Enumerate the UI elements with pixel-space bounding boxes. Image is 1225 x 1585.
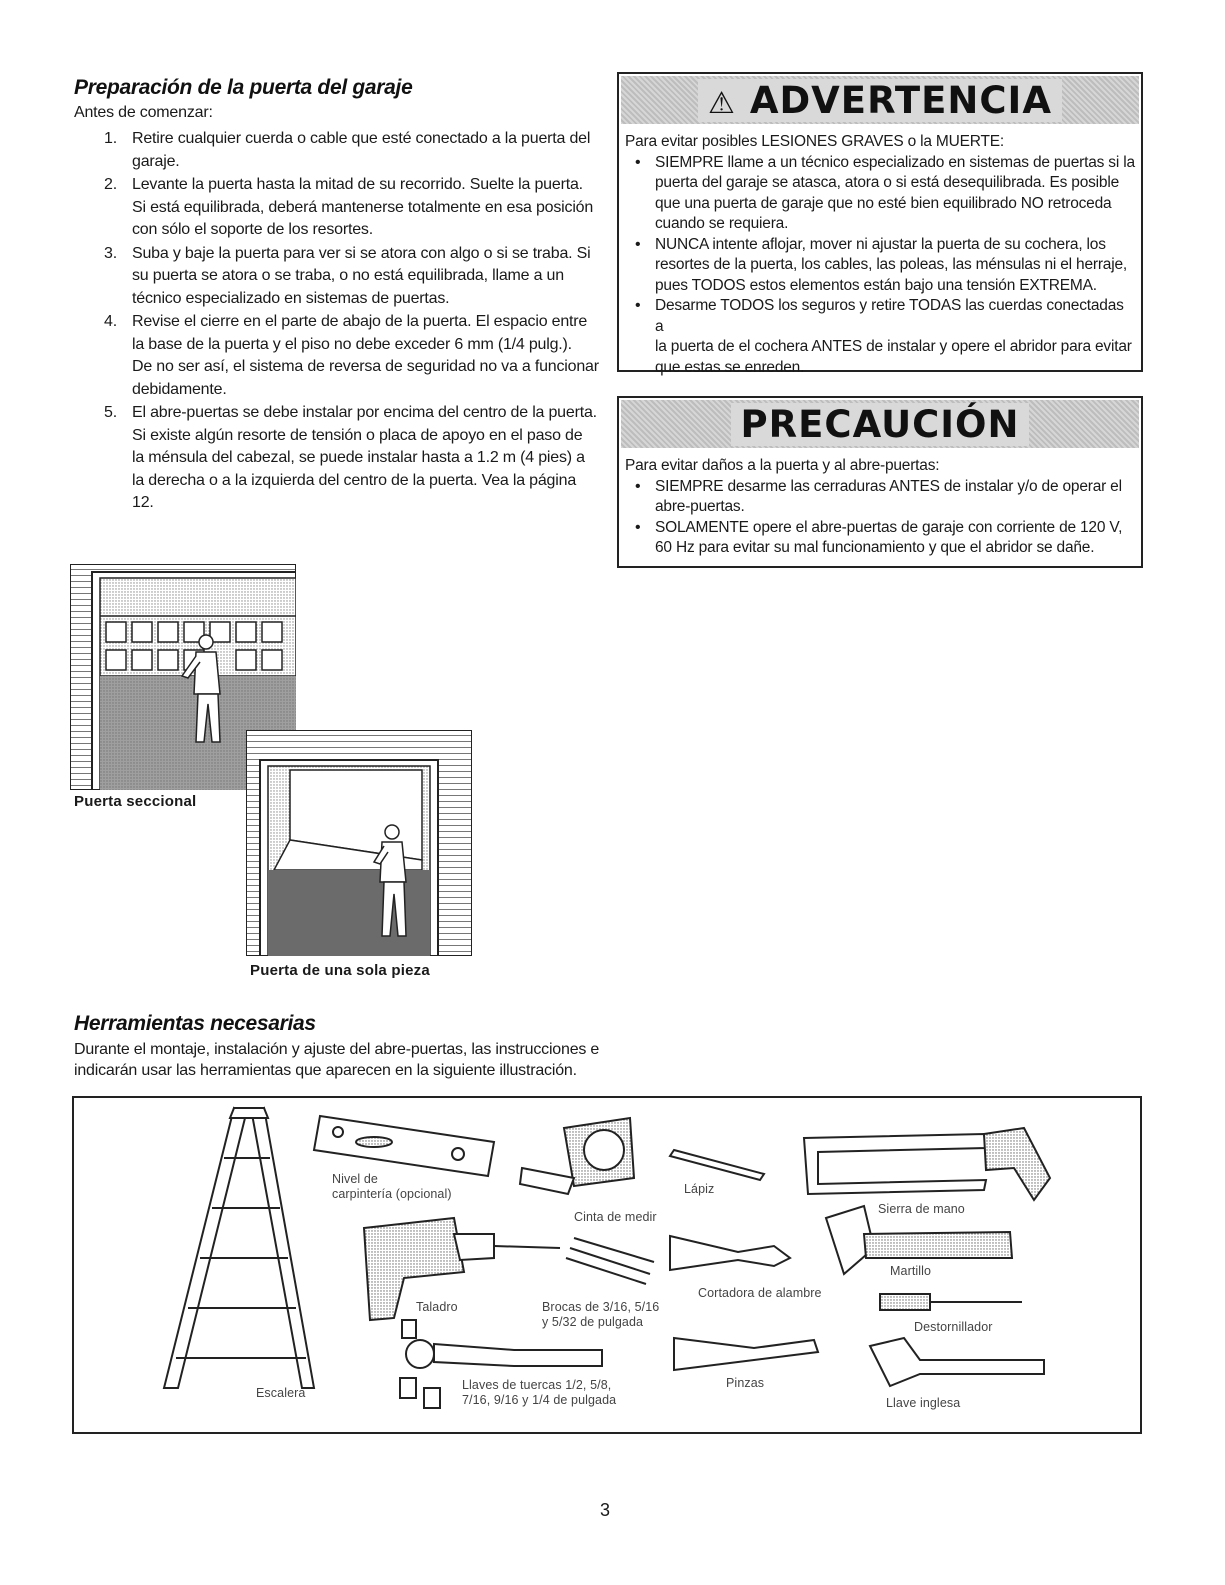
step-text-line: garaje. (132, 152, 180, 170)
warning-triangle-icon: ⚠ (708, 85, 736, 121)
warning-title: ⚠ ADVERTENCIA (698, 79, 1062, 122)
step-text-line: con sólo el soporte de los resortes. (132, 221, 373, 238)
warning-bullet (625, 296, 1135, 378)
caption-sectional-door: Puerta seccional (74, 793, 197, 810)
warning-bullet-line: que una puerta de garaje que no esté bien equilibrado NO retroceda (655, 194, 1112, 212)
caution-title: PRECAUCIÓN (731, 403, 1030, 446)
tools-intro-line-1: Durante el montaje, instalación y ajuste del abre-puertas, las instrucciones e (74, 1041, 600, 1058)
step-item (74, 402, 614, 515)
step-text-line: la derecha o a la izquierda del centro de la puerta. Vea la página (132, 471, 577, 489)
caution-bullet-line: abre-puertas. (655, 498, 745, 515)
caution-bullet (625, 477, 1135, 518)
step-text-line: Levante la puerta hasta la mitad de su recorrido. Suelte la puerta. (132, 176, 583, 193)
screwdriver-icon (880, 1294, 930, 1310)
label-screwdriver: Destornillador (914, 1320, 993, 1334)
warning-intro: Para evitar posibles LESIONES GRAVES o la MUERTE: (625, 133, 1004, 150)
label-ladder: Escalera (256, 1386, 306, 1400)
step-text-line: Si existe algún resorte de tensión o placa de apoyo en el paso de (132, 426, 583, 444)
label-drill-bits: Brocas de 3/16, 5/16 y 5/32 de pulgada (542, 1300, 660, 1329)
socket-wrench-icon (434, 1344, 602, 1366)
caution-box (617, 396, 1143, 568)
warning-bullet (625, 235, 1135, 297)
step-text-line: técnico especializado en sistemas de puertas. (132, 289, 450, 307)
step-text-line: la base de la puerta y el piso no debe exceder 6 mm (1/4 pulg.). (132, 335, 572, 353)
step-text-line: su puerta se atora o se traba, o no está equilibrada, llame a un (132, 267, 564, 284)
caption-one-piece-door: Puerta de una sola pieza (250, 962, 430, 979)
caution-bullet-line: 60 Hz para evitar su mal funcionamiento y que el abridor se dañe. (655, 539, 1095, 556)
caution-bullet-line: • SOLAMENTE opere el abre-puertas de garaje con corriente de 120 V, (655, 518, 1123, 536)
step-text-line: Suba y baje la puerta para ver si se atora con algo o si se traba. Si (132, 244, 591, 262)
caution-header (621, 400, 1139, 448)
step-item (74, 174, 614, 242)
steps-list (74, 128, 614, 516)
warning-bullet-line: que estas se enreden. (655, 358, 805, 376)
caution-bullet-line: • SIEMPRE desarme las cerraduras ANTES de instalar y/o de operar el (655, 477, 1122, 495)
step-item (74, 243, 614, 311)
caution-bullet (625, 518, 1135, 559)
label-socket-wrenches: Llaves de tuercas 1/2, 5/8, 7/16, 9/16 y 1/4 de pulgada (462, 1378, 617, 1407)
caution-bullets (625, 477, 1135, 559)
warning-bullet-line: la puerta de el cochera ANTES de instalar y opere el abridor para evitar (655, 338, 1132, 355)
label-pencil: Lápiz (684, 1182, 715, 1196)
one-piece-door-illustration (246, 730, 472, 956)
page-number: 3 (600, 1500, 611, 1520)
warning-body (619, 126, 1141, 384)
step-text-line: 12. (132, 494, 154, 511)
tools-illustration-box (72, 1096, 1142, 1434)
warning-bullet-line: • NUNCA intente aflojar, mover ni ajustar la puerta de su cochera, los (655, 235, 1106, 253)
caution-intro: Para evitar daños a la puerta y al abre-puertas: (625, 457, 940, 474)
step-number: 2. (104, 176, 117, 193)
step-number: 4. (104, 313, 117, 330)
label-wire-cutter: Cortadora de alambre (698, 1286, 822, 1300)
warning-bullet-line: cuando se requiera. (655, 215, 789, 232)
label-level: Nivel de carpintería (opcional) (332, 1172, 452, 1201)
caution-body (619, 450, 1141, 565)
step-text-line: El abre-puertas se debe instalar por encima del centro de la puerta. (132, 404, 597, 421)
label-hammer: Martillo (890, 1264, 932, 1278)
level-icon (314, 1116, 494, 1176)
label-hand-saw: Sierra de mano (878, 1202, 965, 1216)
step-text-line: Retire cualquier cuerda o cable que esté conectado a la puerta del (132, 130, 591, 147)
label-drill: Taladro (416, 1300, 458, 1314)
step-text-line: debidamente. (132, 380, 227, 398)
step-item (74, 128, 614, 173)
tools-intro-line-2: indicarán usar las herramientas que aparecen en la siguiente illustración. (74, 1062, 577, 1079)
label-tape-measure: Cinta de medir (574, 1210, 657, 1224)
warning-bullets (625, 153, 1135, 379)
section-title-tools: Herramientas necesarias (74, 1012, 316, 1035)
pencil-icon (670, 1150, 764, 1180)
warning-bullet-line: pues TODOS estos elementos están bajo una tensión EXTREMA. (655, 276, 1097, 294)
step-text-line: la ménsula del cabezal, se puede instalar hasta a 1.2 m (4 pies) a (132, 449, 585, 466)
hand-saw-icon (804, 1134, 986, 1194)
warning-bullet (625, 153, 1135, 235)
warning-box (617, 72, 1143, 376)
warning-bullet-line: resortes de la puerta, los cables, las poleas, las ménsulas ni el herraje, (655, 256, 1127, 273)
warning-bullet-line: • Desarme TODOS los seguros y retire TODAS las cuerdas conectadas a (655, 297, 1124, 335)
adjustable-wrench-icon (870, 1338, 1044, 1386)
pliers-icon (674, 1338, 818, 1370)
step-text-line: De no ser así, el sistema de reversa de seguridad no va a funcionar (132, 358, 599, 375)
label-pliers: Pinzas (726, 1376, 765, 1390)
intro-text: Antes de comenzar: (74, 104, 213, 121)
section-title-garage-prep: Preparación de la puerta del garaje (74, 76, 413, 99)
step-number: 5. (104, 404, 117, 421)
step-number: 3. (104, 244, 117, 262)
step-text-line: Si está equilibrada, deberá mantenerse totalmente en esa posición (132, 198, 594, 216)
step-item (74, 311, 614, 401)
warning-bullet-line: puerta del garaje se atasca, atora o si está desequilibrada. Es posible (655, 174, 1120, 191)
label-adjustable-wrench: Llave inglesa (886, 1396, 961, 1410)
ladder-icon (164, 1108, 314, 1388)
step-number: 1. (104, 130, 117, 147)
wire-cutter-icon (670, 1236, 790, 1270)
warning-header (621, 76, 1139, 124)
step-text-line: Revise el cierre en el parte de abajo de la puerta. El espacio entre (132, 313, 588, 330)
warning-bullet-line: • SIEMPRE llame a un técnico especializado en sistemas de puertas si la (655, 153, 1135, 171)
